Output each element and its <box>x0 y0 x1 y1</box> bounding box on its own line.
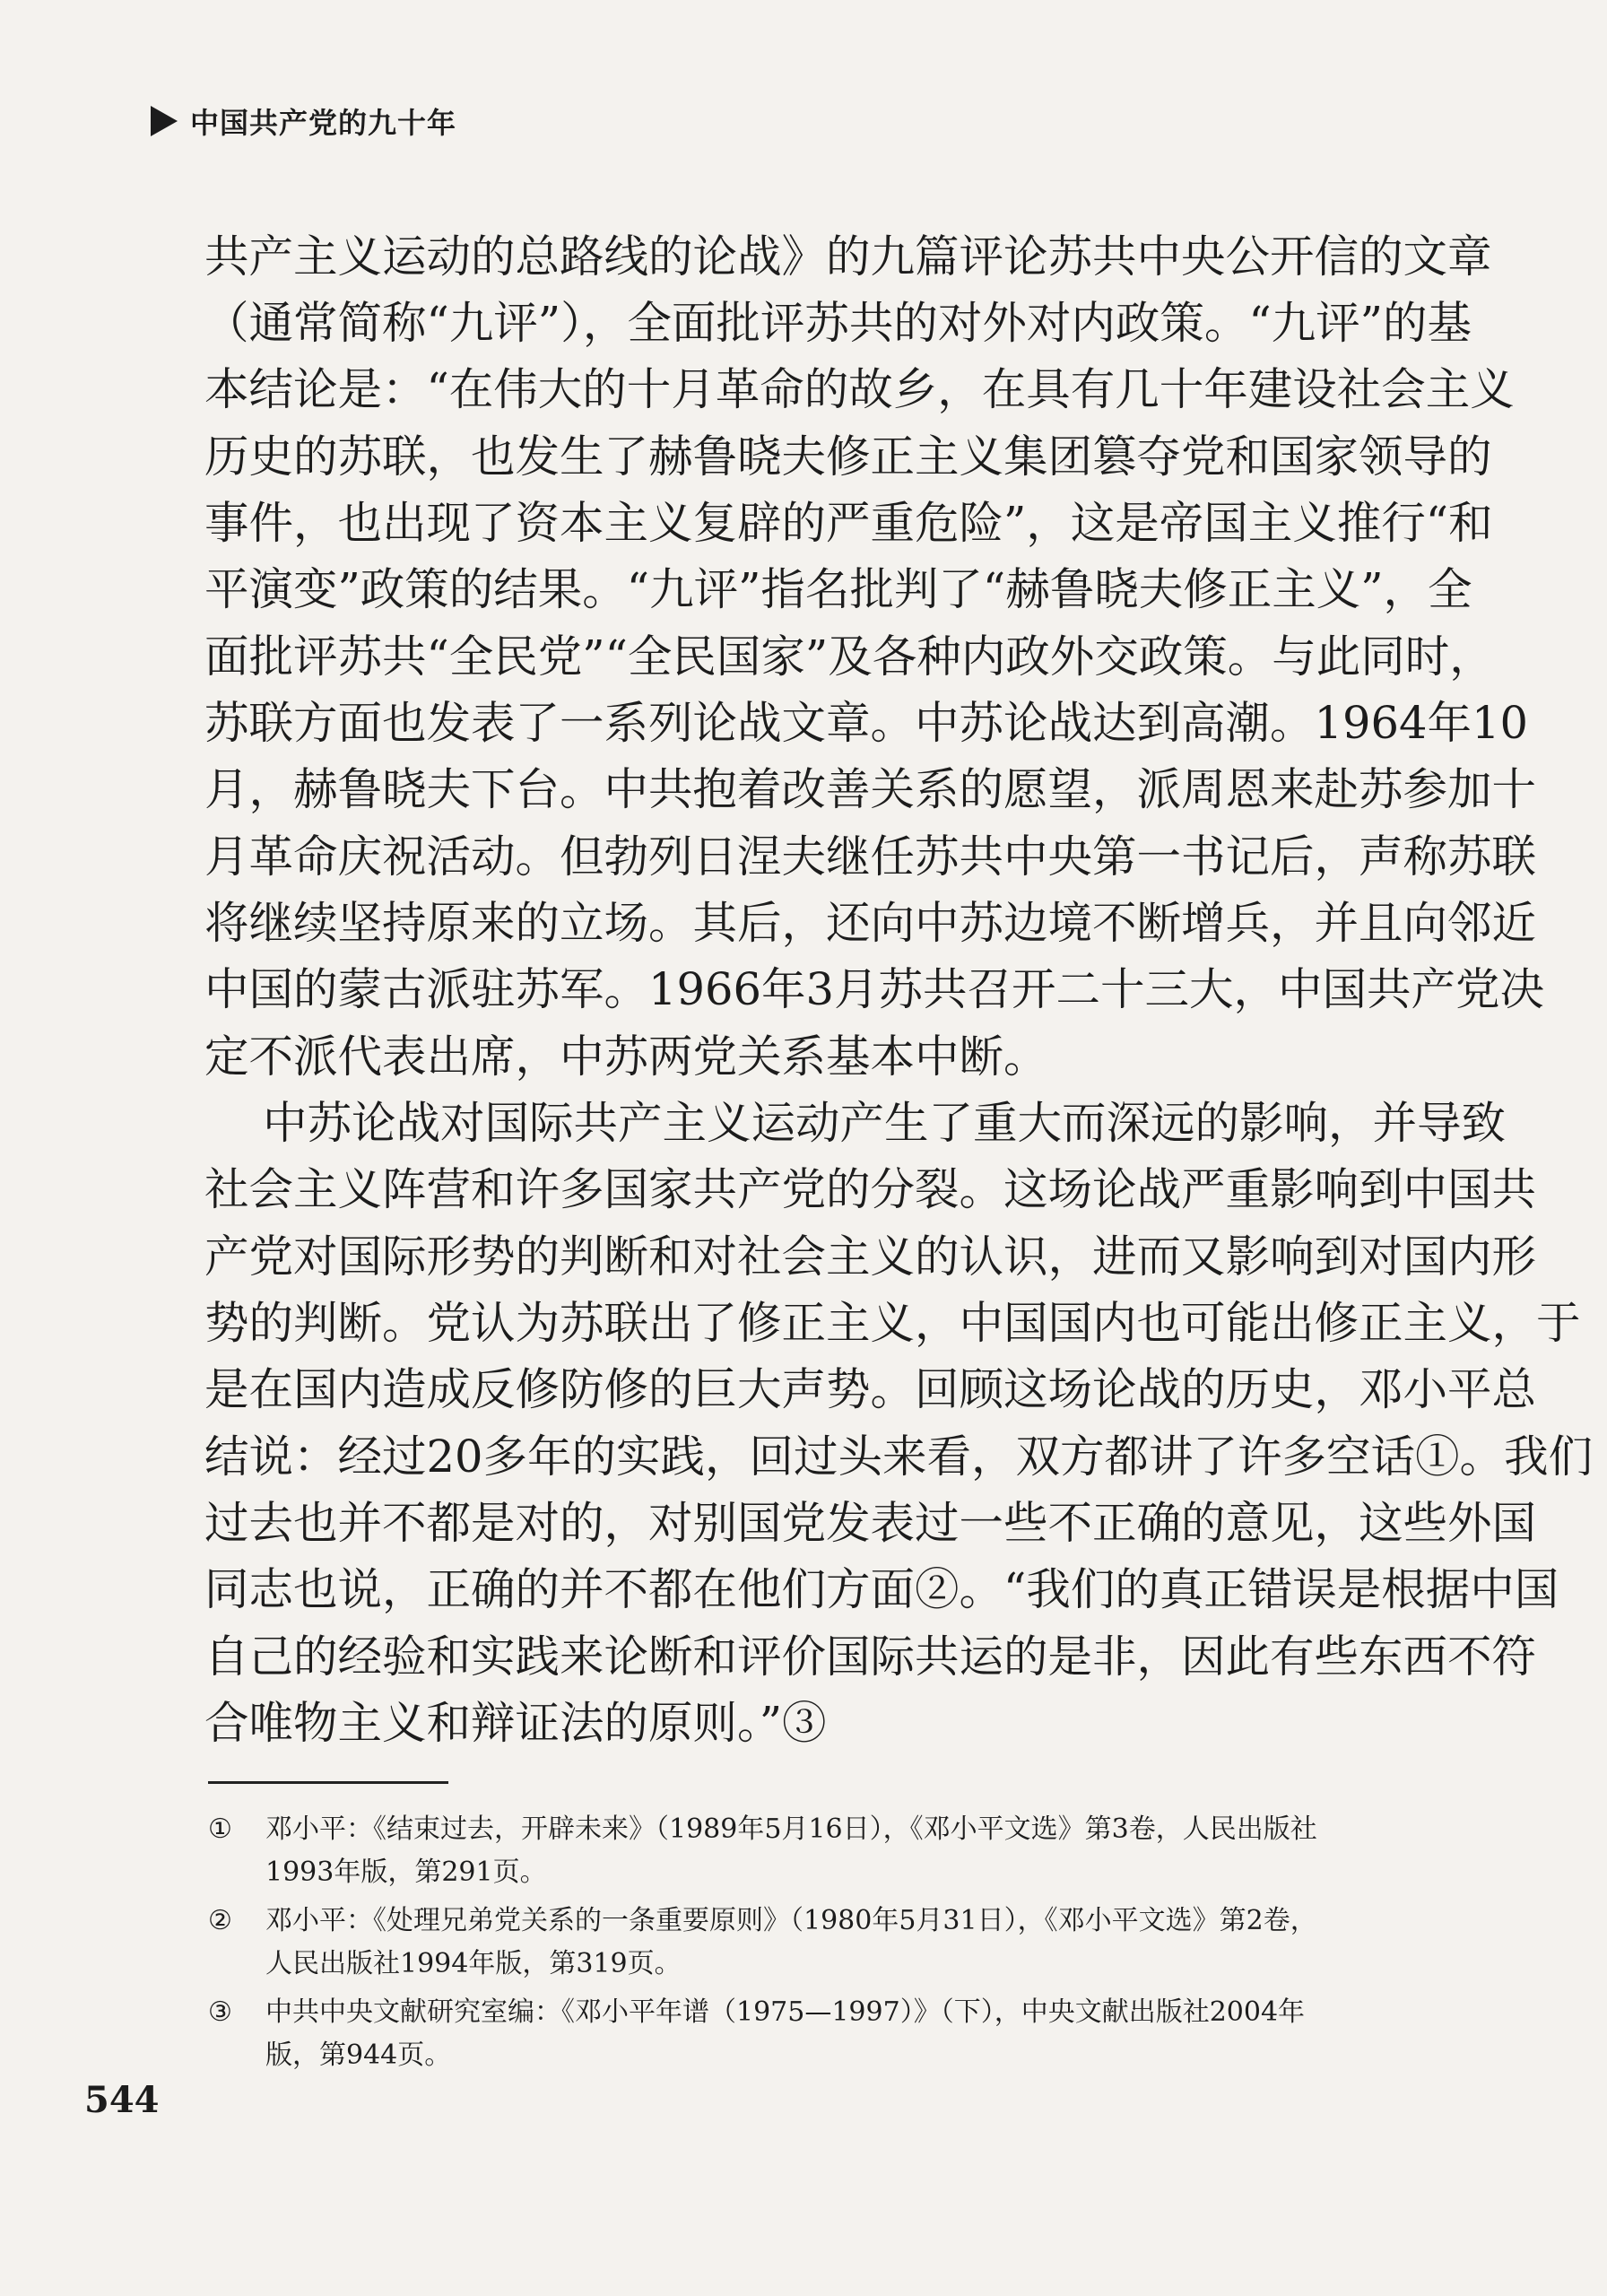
footnote-3 <box>208 1991 1305 2034</box>
body-line: 同志也说，正确的并不都在他们方面②。“我们的真正错误是根据中国 <box>204 1563 1559 1615</box>
footnote-text: 中共中央文献研究室编：《邓小平年谱（1975—1997）》（下），中央文献出版社2004年 <box>265 1996 1306 2028</box>
footnote-marker: ② <box>208 1905 232 1936</box>
footnote-divider <box>208 1781 448 1784</box>
triangle-marker-icon <box>151 106 178 136</box>
body-line: 面批评苏共“全民党”“全民国家”及各种内政外交政策。与此同时， <box>204 631 1494 683</box>
body-line: 共产主义运动的总路线的论战》的九篇评论苏共中央公开信的文章 <box>204 230 1492 283</box>
running-header-title: 中国共产党的九十年 <box>190 106 457 140</box>
body-line: 中国的蒙古派驻苏军。1966年3月苏共召开二十三大，中国共产党决 <box>204 963 1544 1015</box>
body-line: 过去也并不都是对的，对别国党发表过一些不正确的意见，这些外国 <box>204 1497 1536 1549</box>
body-line: （通常简称“九评”），全面批评苏共的对外对内政策。“九评”的基 <box>204 297 1472 349</box>
footnote-marker: ① <box>208 1813 232 1845</box>
body-line: 合唯物主义和辩证法的原则。”③ <box>204 1697 827 1749</box>
body-line: 本结论是：“在伟大的十月革命的故乡，在具有几十年建设社会主义 <box>204 363 1515 415</box>
body-line: 月革命庆祝活动。但勃列日涅夫继任苏共中央第一书记后，声称苏联 <box>204 831 1536 883</box>
footnote-marker: ③ <box>208 1996 232 2028</box>
page-number: 544 <box>84 2079 160 2121</box>
body-line: 平演变”政策的结果。“九评”指名批判了“赫鲁晓夫修正主义”，全 <box>204 563 1472 615</box>
body-line: 社会主义阵营和许多国家共产党的分裂。这场论战严重影响到中国共 <box>204 1163 1536 1215</box>
body-line: 定不派代表出席，中苏两党关系基本中断。 <box>204 1031 1048 1083</box>
footnote-1-continued: 1993年版，第291页。 <box>265 1857 547 1888</box>
body-line: 事件，也出现了资本主义复辟的严重危险”，这是帝国主义推行“和 <box>204 497 1493 549</box>
body-line: 产党对国际形势的判断和对社会主义的认识，进而又影响到对国内形 <box>204 1231 1536 1283</box>
footnote-1 <box>208 1808 1317 1851</box>
body-line: 是在国内造成反修防修的巨大声势。回顾这场论战的历史，邓小平总 <box>204 1363 1536 1415</box>
body-line: 月，赫鲁晓夫下台。中共抱着改善关系的愿望，派周恩来赴苏参加十 <box>204 763 1536 815</box>
running-header <box>151 99 456 144</box>
body-line: 结说：经过20多年的实践，回过头来看，双方都讲了许多空话①。我们 <box>204 1431 1593 1483</box>
footnote-text: 邓小平：《处理兄弟党关系的一条重要原则》（1980年5月31日），《邓小平文选》第2卷， <box>265 1905 1317 1936</box>
body-line: 将继续坚持原来的立场。其后，还向中苏边境不断增兵，并且向邻近 <box>204 897 1536 949</box>
body-line: 势的判断。党认为苏联出了修正主义，中国国内也可能出修正主义，于 <box>204 1297 1581 1349</box>
body-line: 历史的苏联，也发生了赫鲁晓夫修正主义集团篡夺党和国家领导的 <box>204 430 1492 483</box>
body-line: 苏联方面也发表了一系列论战文章。中苏论战达到高潮。1964年10 <box>204 697 1528 749</box>
body-line: 中苏论战对国际共产主义运动产生了重大而深远的影响，并导致 <box>263 1097 1506 1149</box>
footnote-2-continued: 人民出版社1994年版，第319页。 <box>265 1948 682 1979</box>
footnote-2 <box>208 1900 1317 1943</box>
body-line: 自己的经验和实践来论断和评价国际共运的是非，因此有些东西不符 <box>204 1631 1536 1683</box>
footnote-3-continued: 版，第944页。 <box>265 2039 452 2071</box>
footnote-text: 邓小平：《结束过去，开辟未来》（1989年5月16日），《邓小平文选》第3卷，人民出版社 <box>265 1813 1317 1845</box>
